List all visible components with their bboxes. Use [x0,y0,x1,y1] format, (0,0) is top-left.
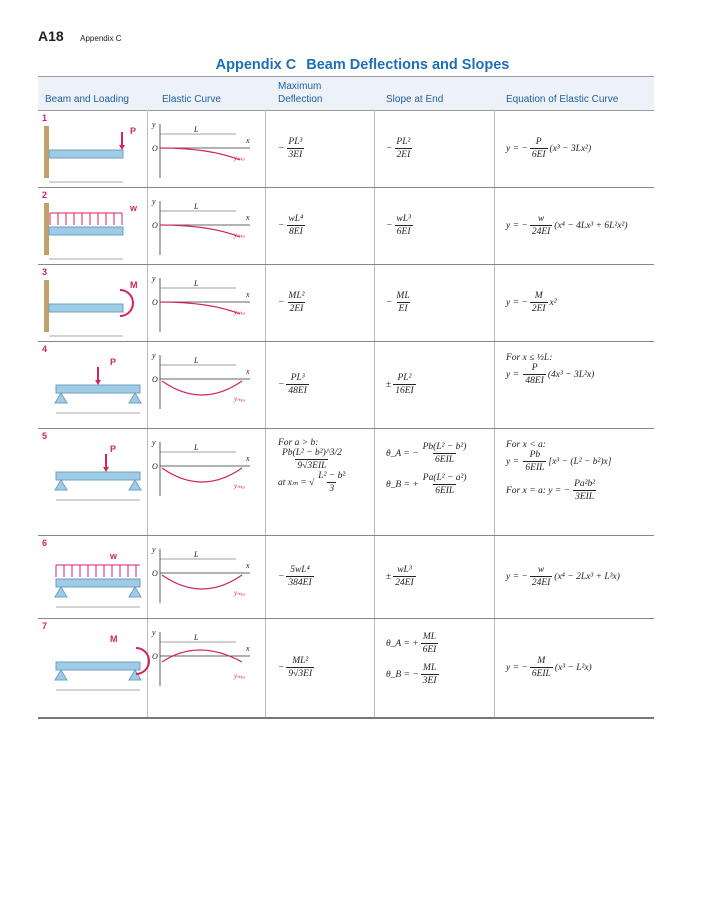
col-max-deflection [278,80,322,106]
pin-support [55,480,67,490]
y-label: y [152,351,156,360]
col-max-deflection-b: Deflection [278,94,323,105]
row-number: 6 [42,538,48,548]
numerator: M [534,291,543,301]
elastic-curve [160,148,240,160]
table-row [38,110,654,188]
elastic-curve-figure [150,120,262,190]
numerator: P [531,363,538,373]
theta-b: θ_B = − [386,669,419,680]
beam-diagram [44,274,154,344]
elastic-curve-equation [506,440,611,502]
denominator: 24EI [531,578,551,588]
denominator: 2EI [289,304,304,314]
beam-loading-figure [44,351,149,421]
col-beam-loading: Beam and Loading [45,94,129,105]
arrow-head [103,467,109,472]
denominator: 8EI [289,227,303,237]
eq-sign: − [521,571,528,582]
elastic-curve-figure [150,628,262,698]
fraction [286,214,305,237]
x-label: x [246,136,250,145]
fraction [280,448,344,471]
eq-sign: − [521,662,528,673]
eq-sign: − [521,297,528,308]
load-label: P [130,126,137,136]
beam-loading-figure [44,545,149,615]
denominator: 24EI [531,227,551,237]
numerator: ML [423,663,437,673]
y-label: y [152,197,156,206]
fraction [530,137,548,160]
elastic-curve-figure [150,545,262,615]
denominator: 48EI [525,376,544,386]
numerator: Pb(L² − b²) [422,442,467,452]
load-label: M [110,634,118,644]
beam-diagram [44,545,154,615]
beam [56,472,140,480]
denominator: 2EI [531,304,546,314]
row-number: 4 [42,344,48,354]
denominator: 3EIL [575,492,595,502]
beam-diagram [44,628,154,698]
table-row [38,341,654,429]
deflection-condition: For a > b: [278,438,319,448]
curve-diagram [150,351,262,421]
beam-diagram [44,120,154,190]
elastic-curve-equation [506,656,592,679]
denominator: 6EIL [531,669,551,679]
beam-loading-figure [44,120,149,190]
fraction [530,656,553,679]
beam-loading-figure [44,274,149,344]
eq-body: (x³ − L²x) [554,662,592,673]
denominator: 2EI [396,150,411,160]
ymax-label: yₘₐₓ [234,482,246,490]
load-label: M [130,280,138,290]
x-label: x [246,561,250,570]
eq-sign: − [521,143,528,154]
denominator: 3 [329,484,335,494]
origin-label: O [152,462,158,471]
length-label: L [194,356,199,365]
beam-diagram [44,197,154,267]
fraction [421,632,439,655]
slope-at-end [386,632,441,686]
at-xm: at xₘ = [278,478,307,488]
curve-diagram [150,628,262,698]
denominator: 6EI [396,227,411,237]
pin-support [55,393,67,403]
eq-lhs: y = [506,571,520,582]
beam-loading-figure [44,628,149,698]
origin-label: O [152,298,158,307]
denominator: 6EIL [525,463,545,473]
length-label: L [194,202,199,211]
elastic-curve [162,381,242,395]
elastic-curve-figure [150,274,262,344]
y-label: y [152,545,156,554]
fraction [286,291,306,314]
load-label: P [110,444,117,454]
equation-condition: For x ≤ ½L: [506,353,553,363]
eq-body: [x³ − (L² − b²)x] [548,456,612,467]
roller-support [129,670,141,680]
table-row [38,187,654,265]
numerator: wL⁴ [288,214,304,224]
fraction [286,137,304,160]
length-label: L [194,633,199,642]
beam [56,662,140,670]
table-row [38,264,654,342]
curve-diagram [150,438,262,508]
theta-a: θ_A = + [386,638,419,649]
eq-body: x² [549,297,557,308]
y-label: y [152,438,156,447]
denominator: 9√3EIL [297,461,327,471]
table-bottom-rule [38,717,654,719]
beam [49,304,123,312]
denominator: 9√3EI [288,669,313,679]
beam-diagram [44,351,154,421]
numerator: PL² [397,373,412,383]
fraction [530,214,552,237]
running-header [38,28,122,46]
denominator: 48EI [288,386,307,396]
max-deflection: − $\frac{\text{PL³}}{3EI}$ [278,137,303,160]
elastic-curve [162,575,242,589]
fraction [286,565,313,588]
fraction [394,291,411,314]
origin-label: O [152,221,158,230]
page-title [0,57,719,73]
title-topic: Beam Deflections and Slopes [306,57,510,73]
fixed-wall [44,126,49,178]
theta-a: θ_A = − [386,448,419,459]
row-number: 2 [42,190,48,200]
numerator: PL² [396,137,411,147]
load-label: w [130,203,138,213]
arrow-head [95,380,101,385]
slope-at-end: ± $\frac{\text{PL²}}{16EI}$ [386,373,414,396]
denominator: 6EIL [435,455,455,465]
ymax-label: yₘₐₓ [234,589,246,597]
beam [56,385,140,393]
y-label: y [152,274,156,283]
length-label: L [194,125,199,134]
page-number: A18 [38,28,64,44]
fraction [530,565,552,588]
fraction [316,471,347,494]
table-row [38,428,654,536]
eq-sign: − [521,220,528,231]
eq-lhs: y = [506,662,520,673]
denominator: EI [398,304,408,314]
theta-b: θ_B = + [386,479,419,490]
elastic-curve [162,468,242,482]
length-label: L [194,279,199,288]
slope-at-end: − $\frac{ML}{EI}$ [386,291,410,314]
denominator: 24EI [395,578,414,588]
eq-lhs: y = [506,456,520,467]
eq-lhs: y = [506,143,520,154]
numerator: wL³ [396,214,411,224]
numerator: P [535,137,542,147]
fraction [523,363,545,386]
x-label: x [246,367,250,376]
numerator: 5wL⁴ [290,565,310,575]
fraction [530,291,548,314]
denominator: 6EI [422,645,437,655]
x-label: x [246,644,250,653]
max-deflection: − $\frac{\text{5wL⁴}}{384EI}$ [278,565,312,588]
slope-at-end: − $\frac{\text{wL³}}{6EI}$ [386,214,411,237]
eq-body: (4x³ − 3L²x) [547,369,595,380]
fraction [393,373,415,396]
numerator: Pb [529,450,541,460]
table-row [38,535,654,619]
section-label: Appendix C [80,34,122,43]
numerator: ML [422,632,437,642]
max-deflection: − $\frac{\text{ML²}}{9√3EI}$ [278,656,313,679]
elastic-curve [160,225,240,237]
beam-diagram [44,438,154,508]
pin-support [55,587,67,597]
y-label: y [152,120,156,129]
denominator: 3EI [288,150,303,160]
numerator: L² − b² [318,471,346,481]
table-row [38,618,654,719]
row-number: 3 [42,267,48,277]
denominator: 384EI [288,578,312,588]
col-slope-end: Slope at End [386,94,444,105]
max-deflection: − $\frac{\text{ML²}}{2EI}$ [278,291,305,314]
fixed-wall [44,280,49,332]
fraction [421,473,469,496]
eq-lhs: y = [506,220,520,231]
x-label: x [246,213,250,222]
elastic-curve-figure [150,197,262,267]
beam [56,579,140,587]
col-elastic-curve: Elastic Curve [162,94,221,105]
col-equation: Equation of Elastic Curve [506,94,619,105]
fraction [394,137,412,160]
numerator: PL³ [288,137,303,147]
elastic-curve-figure [150,351,262,421]
elastic-curve-equation [506,565,620,588]
max-deflection: For a > b: $\frac{\text{Pb(L² − b²)\textasciicircum{}3/2}}{\text{9√3EIL}}$ at xₘ = √ $\frac{\text{L² − b²}}{3}$ [278,438,349,494]
roller-support [129,480,141,490]
elastic-curve-equation [506,214,628,237]
ymax-label: yₘₐₓ [234,395,246,403]
ymax-label: yₘₐₓ [234,154,246,162]
numerator: Pa(L² − a²) [422,473,467,483]
slope-at-end: ± $\frac{\text{wL³}}{24EI}$ [386,565,414,588]
load-label: P [110,357,117,367]
elastic-curve-figure [150,438,262,508]
load-label: w [110,551,118,561]
ymax-label: yₘₐₓ [234,231,246,239]
eq2-lhs: For x = a: y = − [506,485,571,496]
fixed-wall [44,203,49,255]
numerator: ML [396,291,410,301]
fraction [286,373,308,396]
beam [49,150,123,158]
roller-support [129,587,141,597]
pin-support [55,670,67,680]
elastic-curve-equation [506,137,591,160]
roller-support [129,393,141,403]
arrow-head [119,145,125,150]
eq-body: (x³ − 3Lx²) [549,143,592,154]
numerator: wL³ [397,565,412,575]
fraction [523,450,546,473]
length-label: L [194,443,199,452]
elastic-curve-equation [506,353,594,386]
denominator: 16EI [395,386,414,396]
numerator: ML² [292,656,309,666]
numerator: ML² [288,291,305,301]
beam-loading-figure [44,197,149,267]
numerator: Pb(L² − b²)^3/2 [282,448,342,458]
eq-body: (x⁴ − 4Lx³ + 6L²x²) [554,220,628,231]
numerator: w [537,565,545,575]
elastic-curve [160,302,240,314]
slope-at-end [386,442,471,496]
denominator: 6EIL [435,486,455,496]
origin-label: O [152,375,158,384]
numerator: Pa²b² [574,479,596,489]
numerator: PL³ [290,373,305,383]
ymax-label: yₘₐₓ [234,672,246,680]
elastic-curve-equation [506,291,557,314]
max-deflection: − $\frac{\text{PL³}}{48EI}$ [278,373,307,396]
length-label: L [194,550,199,559]
max-deflection: − $\frac{\text{wL⁴}}{8EI}$ [278,214,304,237]
denominator: 6EI [531,150,546,160]
equation-condition: For x < a: [506,440,546,450]
fraction [421,663,439,686]
beam-loading-figure [44,438,149,508]
origin-label: O [152,569,158,578]
fraction [286,656,314,679]
fraction [572,479,597,502]
numerator: w [537,214,545,224]
eq-lhs: y = [506,297,520,308]
fraction [393,565,415,588]
row-number: 1 [42,113,48,123]
curve-diagram [150,545,262,615]
x-label: x [246,290,250,299]
denominator: 3EI [422,676,437,686]
slope-at-end: − $\frac{\text{PL²}}{2EI}$ [386,137,411,160]
origin-label: O [152,144,158,153]
col-max-deflection-a: Maximum [278,81,322,92]
numerator: M [537,656,546,666]
eq-lhs: y = [506,369,520,380]
origin-label: O [152,652,158,661]
row-number: 5 [42,431,48,441]
beam [49,227,123,235]
row-number: 7 [42,621,48,631]
y-label: y [152,628,156,637]
table-header [38,76,654,111]
x-label: x [246,454,250,463]
ymax-label: yₘₐₓ [234,308,246,316]
fraction [394,214,412,237]
fraction [421,442,469,465]
title-appendix: Appendix C [215,57,297,73]
eq-body: (x⁴ − 2Lx³ + L³x) [554,571,620,582]
